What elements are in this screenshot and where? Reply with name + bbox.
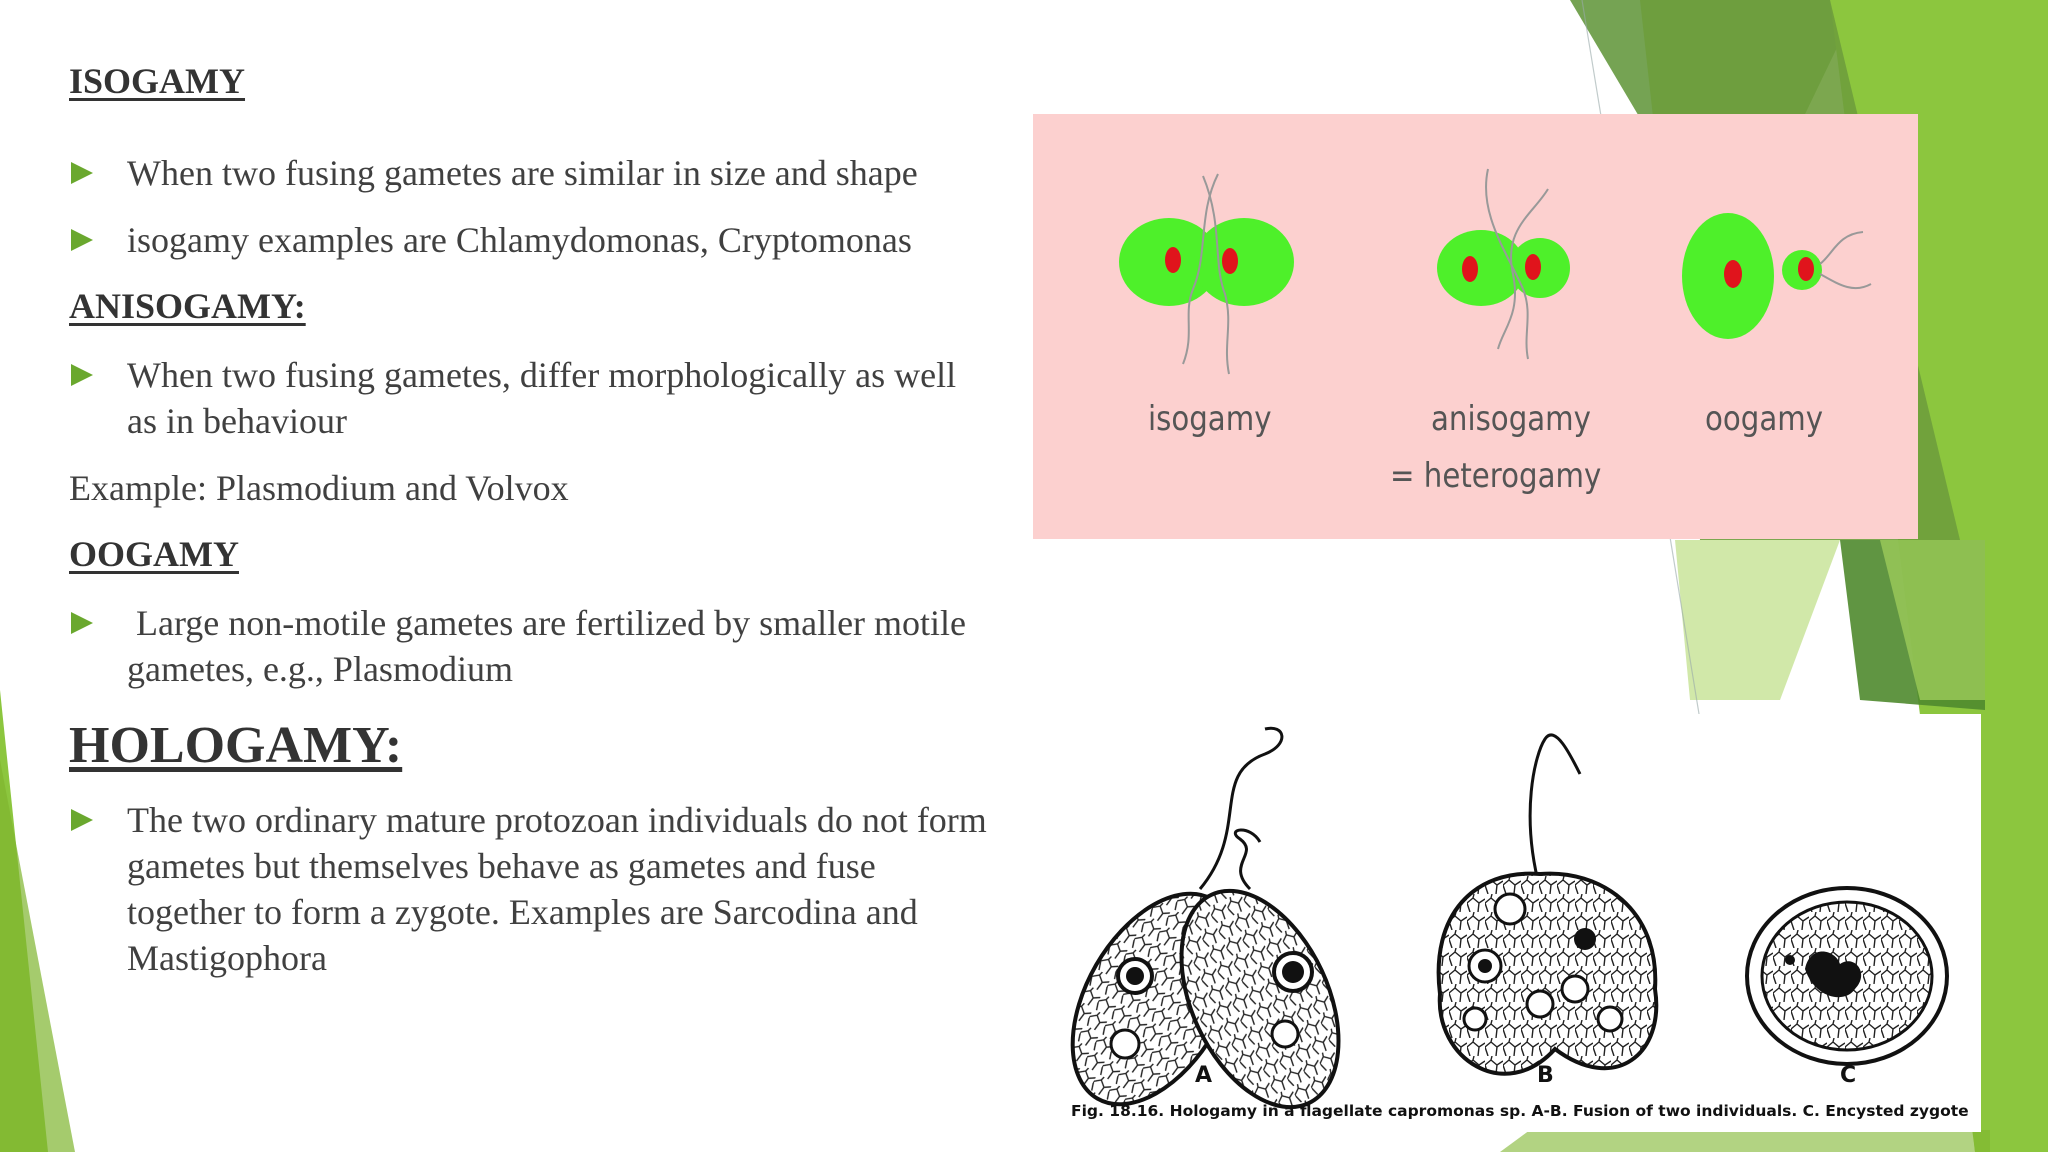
- bullet-triangle-icon: [71, 364, 93, 386]
- figure-letter-c: C: [1840, 1063, 1857, 1088]
- heading-anisogamy: ANISOGAMY:: [69, 286, 306, 326]
- anisogamy-gametes-icon: [1437, 169, 1570, 359]
- label-anisogamy: anisogamy: [1431, 399, 1591, 439]
- bullet-oogamy-definition: Large non-motile gametes are fertilized by smaller motile gametes, e.g., Plasmodium: [69, 600, 969, 692]
- bullet-isogamy-examples: isogamy examples are Chlamydomonas, Cryptomonas: [69, 217, 989, 263]
- hologamy-figure: [1035, 714, 1981, 1132]
- heading-isogamy: ISOGAMY: [69, 61, 246, 101]
- bullet-triangle-icon: [71, 612, 93, 634]
- bullet-triangle-icon: [71, 162, 93, 184]
- anisogamy-example: Example: Plasmodium and Volvox: [69, 468, 569, 508]
- hologamy-fusion-b-icon: [1439, 735, 1657, 1074]
- label-heterogamy: = heterogamy: [1390, 456, 1602, 496]
- bullet-hologamy-definition: The two ordinary mature protozoan individuals do not form gametes but themselves behave as gametes and fuse together to form a zygote. Examples are Sarcodina and Mastigophora: [69, 797, 999, 981]
- isogamy-gametes-icon: [1119, 174, 1294, 374]
- encysted-zygote-c-icon: [1747, 888, 1947, 1064]
- bullet-anisogamy-definition: When two fusing gametes, differ morphologically as well as in behaviour: [69, 352, 969, 444]
- figure-caption: Fig. 18.16. Hologamy in a flagellate capromonas sp. A-B. Fusion of two individuals. C. Encysted zygote: [1071, 1102, 1969, 1120]
- gamete-types-figure: [1033, 114, 1918, 539]
- heading-oogamy: OOGAMY: [69, 534, 239, 574]
- label-isogamy: isogamy: [1148, 399, 1272, 439]
- label-oogamy: oogamy: [1705, 399, 1824, 439]
- heading-hologamy: HOLOGAMY:: [69, 717, 403, 774]
- oogamy-gametes-icon: [1682, 213, 1871, 339]
- bullet-isogamy-definition: When two fusing gametes are similar in size and shape: [69, 150, 989, 196]
- figure-letter-b: B: [1537, 1063, 1554, 1088]
- bullet-triangle-icon: [71, 229, 93, 251]
- figure-letter-a: A: [1195, 1063, 1213, 1088]
- bullet-triangle-icon: [71, 809, 93, 831]
